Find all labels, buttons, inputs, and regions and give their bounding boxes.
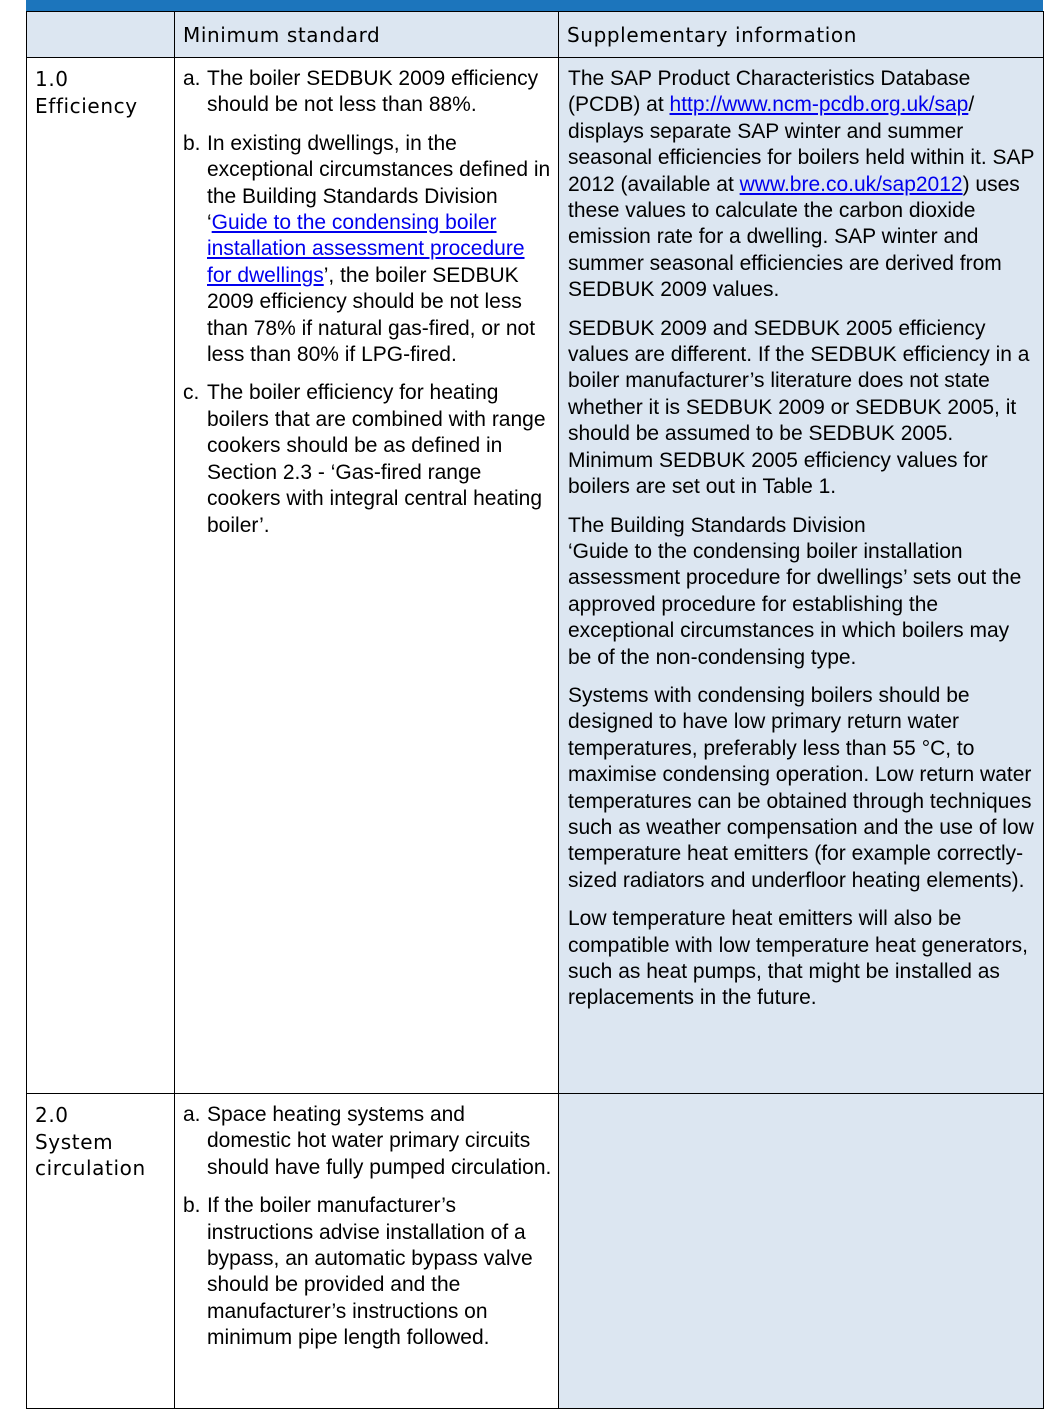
list-text: If the boiler manufacturer’s instructions advise installation of a bypass, an automatic bypass valve should be provided and the manufacturer’s instructions on minimum pipe length followed. (207, 1194, 533, 1350)
list-item (183, 131, 552, 369)
bre-sap-link[interactable]: www.bre.co.uk/sap2012 (739, 172, 963, 196)
text-fragment: The SAP Product Characteristics Database (PCDB) at (568, 67, 971, 117)
supplementary-paragraph: SEDBUK 2009 and SEDBUK 2005 efficiency values are different. If the SEDBUK efficiency in a boiler manufacturer’s literature does not state whether it is SEDBUK 2009 or SEDBUK 2005, it should be assumed to be SEDBUK 2005. Minimum SEDBUK 2005 efficiency values for boilers are set out in Table 1. (568, 316, 1030, 499)
list-item (183, 380, 552, 538)
minimum-standard-cell (175, 1094, 559, 1409)
text-fragment: The Building Standards Division (568, 513, 866, 537)
supplementary-paragraph (568, 513, 1035, 671)
supplementary-paragraph (568, 66, 1035, 304)
standards-table (26, 11, 1044, 1409)
supplementary-paragraph: Systems with condensing boilers should be designed to have low primary return water temperatures, preferably less than 55 °C, to maximise condensing operation. Low return water temperatures can be obtained through techniques such as weather compensation and the use of low temperature heat emitters (for example correctly-sized radiators and underfloor heating elements). (568, 683, 1034, 892)
row-title: Efficiency (35, 93, 138, 118)
list-text (207, 131, 552, 369)
supplementary-information-cell (559, 58, 1044, 1094)
pcdb-link[interactable]: http://www.ncm-pcdb.org.uk/sap (669, 93, 969, 117)
table-row-system-circulation (27, 1094, 1044, 1409)
row-number: 1.0 (35, 67, 69, 91)
text-fragment: ) uses these values to calculate the carbon dioxide emission rate for a dwelling. SAP winter and summer seasonal efficiencies are derived from SEDBUK 2009 values. (568, 172, 1020, 302)
minimum-standard-cell (175, 58, 559, 1094)
list-item (183, 1102, 552, 1181)
text-fragment: In existing dwellings, in the exceptional circumstances defined in the Building Standards Division ‘ (207, 131, 551, 235)
list-marker: a. (183, 67, 201, 90)
row-number: 2.0 (35, 1103, 69, 1127)
row-label-efficiency (27, 58, 175, 1094)
list-item (183, 66, 552, 119)
header-color-bar (26, 0, 1043, 11)
supplementary-paragraph: Low temperature heat emitters will also be compatible with low temperature heat generators, such as heat pumps, that might be installed as replacements in the future. (568, 907, 1028, 1010)
list-text: Space heating systems and domestic hot water primary circuits should have fully pumped circulation. (207, 1103, 552, 1179)
row-title: System (35, 1129, 114, 1154)
table-row-efficiency (27, 58, 1044, 1094)
list-text: The boiler SEDBUK 2009 efficiency should be not less than 88%. (207, 67, 539, 117)
text-fragment: ‘Guide to the condensing boiler installation assessment procedure for dwellings’ sets out the approved procedure for establishing the exceptional circumstances in which boilers may be of the non-condensing type. (568, 539, 1022, 669)
list-marker: c. (183, 381, 200, 405)
text-fragment: / displays separate SAP winter and summer seasonal efficiencies for boilers held within it. SAP 2012 (available at (568, 93, 1035, 196)
table-header-row (27, 12, 1044, 58)
list-item (183, 1193, 552, 1351)
row-title: circulation (35, 1156, 146, 1180)
header-supplementary-information: Supplementary information (559, 12, 1044, 58)
row-label-system-circulation (27, 1094, 175, 1409)
supplementary-information-cell (559, 1094, 1044, 1409)
text-fragment: ’, the boiler SEDBUK 2009 efficiency should be not less than 78% if natural gas-fired, or not less than 80% if LPG-fired. (207, 263, 536, 367)
guide-link[interactable]: Guide to the condensing boiler installation assessment procedure for dwellings (207, 211, 525, 287)
header-blank-cell (27, 12, 175, 58)
list-marker: b. (183, 1194, 201, 1218)
list-marker: b. (183, 131, 201, 155)
list-marker: a. (183, 1103, 201, 1126)
header-minimum-standard: Minimum standard (175, 12, 559, 58)
list-text: The boiler efficiency for heating boilers that are combined with range cookers should be as defined in Section 2.3 - ‘Gas-fired range cookers with integral central heating boiler’. (207, 381, 546, 537)
